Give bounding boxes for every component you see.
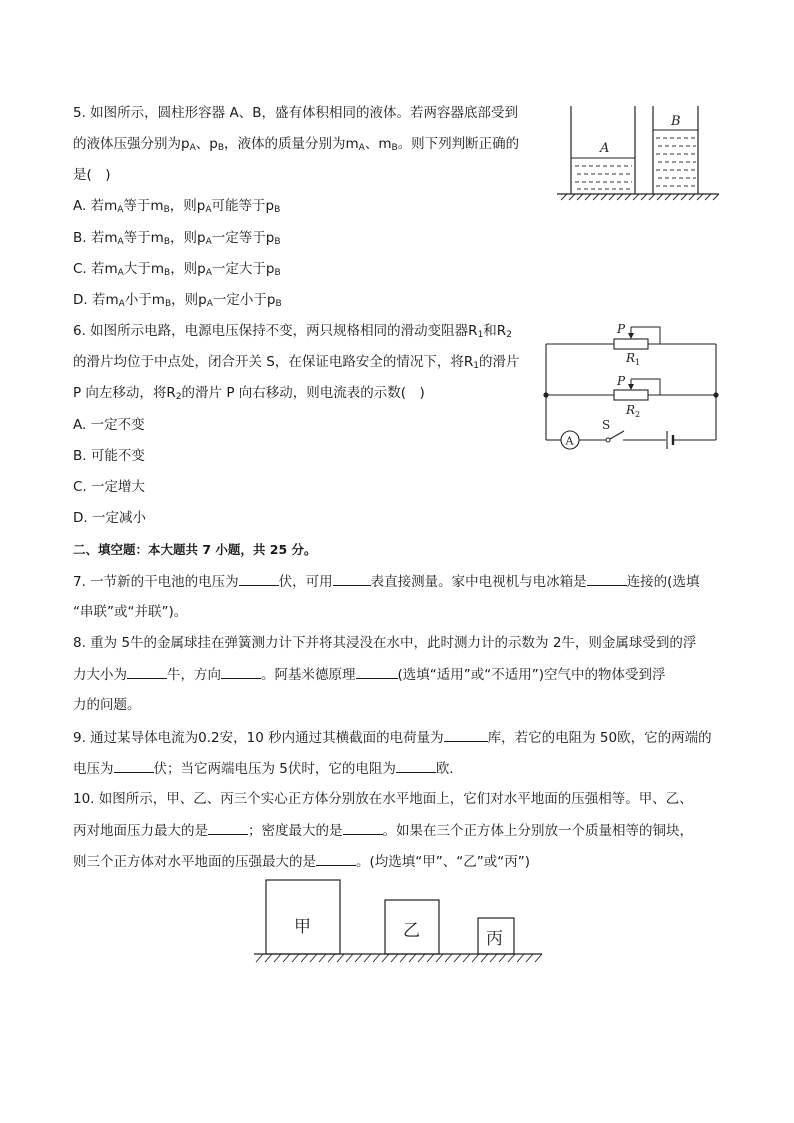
q10-blank-2[interactable] <box>343 821 383 835</box>
q10-line-3: 则三个正方体对水平地面的压强最大的是 。(均选填“甲”、“乙”或“丙”) <box>73 854 530 870</box>
q6-line-3: P 向左移动，将$R_2$的滑片 P 向右移动，则电流表的示数( ) <box>73 385 425 402</box>
q8-line-2: 力大小为 牛，方向 。阿基米德原理 (选填“适用”或“不适用”)空气中的物体受到浮 <box>73 667 666 683</box>
battery-icon <box>667 431 673 449</box>
q9-blank-1[interactable] <box>444 728 488 742</box>
q5-option-b[interactable]: B. 若$m_A$等于$m_B$，则$p_A$一定等于$p_B$ <box>73 230 281 247</box>
r1-label-sub: 1 <box>635 358 641 367</box>
q9-blank-3[interactable] <box>396 759 436 773</box>
q5-option-d[interactable]: D. 若$m_A$小于$m_B$，则$p_A$一定小于$p_B$ <box>73 292 282 309</box>
q7-blank-1[interactable] <box>239 572 279 586</box>
q7-line-1: 7. 一节新的干电池的电压为 伏，可用 表直接测量。家中电视机与电冰箱是 连接的(选填 <box>73 574 700 590</box>
junction-right <box>713 392 718 397</box>
q10-blank-1[interactable] <box>208 821 248 835</box>
q8-line-3: 力的问题。 <box>73 697 141 713</box>
q8-blank-3[interactable] <box>356 665 398 679</box>
q5-line-1: 5. 如图所示，圆柱形容器 A、B，盛有体积相同的液体。若两容器底部受到 <box>73 105 518 121</box>
switch-label: S <box>602 418 611 432</box>
q9-line-1: 9. 通过某导体电流为0.2安，10 秒内通过其横截面的电荷量为 库，若它的电阻为 50欧，它的两端的 <box>73 730 712 746</box>
q5-line-3: 是( ) <box>73 167 111 183</box>
q6-line-1: 6. 如图所示电路，电源电压保持不变，两只规格相同的滑动变阻器$R_1$和$R_2$ <box>73 323 512 340</box>
q7-blank-3[interactable] <box>587 572 627 586</box>
cube-bing-label: 丙 <box>486 929 503 949</box>
q5-option-c[interactable]: C. 若$m_A$大于$m_B$，则$p_A$一定大于$p_B$ <box>73 261 281 278</box>
r2-slider-label: P <box>617 374 626 388</box>
cubes-ground-hatch <box>256 954 542 962</box>
q6-line-2: 的滑片均位于中点处，闭合开关 S，在保证电路安全的情况下，将$R_1$的滑片 <box>73 354 520 371</box>
q9-blank-2[interactable] <box>114 759 154 773</box>
q7-line-2: “串联”或“并联”)。 <box>73 604 188 620</box>
q8-blank-2[interactable] <box>221 665 261 679</box>
ground-hatch <box>561 194 719 200</box>
ammeter-label: A <box>565 434 574 448</box>
q10-line-1: 10. 如图所示，甲、乙、丙三个实心正方体分别放在水平地面上，它们对水平地面的压强相等。甲、乙、 <box>73 791 693 807</box>
q7-blank-2[interactable] <box>333 572 371 586</box>
q6-circuit-figure <box>540 318 724 458</box>
q10-blank-3[interactable] <box>316 852 356 866</box>
r2-label-sub: 2 <box>635 410 641 419</box>
q10-line-2: 丙对地面压力最大的是 ；密度最大的是 。如果在三个正方体上分别放一个质量相等的铜块， <box>73 823 693 839</box>
q5-option-a[interactable]: A. 若$m_A$等于$m_B$，则$p_A$可能等于$p_B$ <box>73 198 281 215</box>
q6-option-c[interactable]: C. 一定增大 <box>73 479 146 495</box>
r1-label: R <box>626 351 636 365</box>
r2-label: R <box>626 403 636 417</box>
container-b-label: B <box>671 114 681 129</box>
container-a-label: A <box>600 141 610 156</box>
q6-option-d[interactable]: D. 一定减小 <box>73 510 146 526</box>
q5-line-2: 的液体压强分别为$p_A$、$p_B$，液体的质量分别为$m_A$、$m_B$。则下列判断正确的 <box>73 136 520 153</box>
q10-cubes-figure <box>252 876 544 968</box>
q6-option-b[interactable]: B. 可能不变 <box>73 448 145 464</box>
cube-yi-label: 乙 <box>403 921 420 941</box>
q8-line-1: 8. 重为 5牛的金属球挂在弹簧测力计下并将其浸没在水中，此时测力计的示数为 2牛，则金属球受到的浮 <box>73 635 697 651</box>
q8-blank-1[interactable] <box>127 665 167 679</box>
switch-icon <box>606 431 624 442</box>
r1-slider-label: P <box>617 322 626 336</box>
cube-jia-label: 甲 <box>294 917 311 937</box>
q9-line-2: 电压为 伏；当它两端电压为 5伏时，它的电阻为 欧． <box>73 761 463 777</box>
junction-left <box>543 392 548 397</box>
q5-containers-figure <box>555 104 723 204</box>
section-2-title: 二、填空题：本大题共 7 小题，共 25 分。 <box>73 542 317 557</box>
q6-option-a[interactable]: A. 一定不变 <box>73 417 145 433</box>
